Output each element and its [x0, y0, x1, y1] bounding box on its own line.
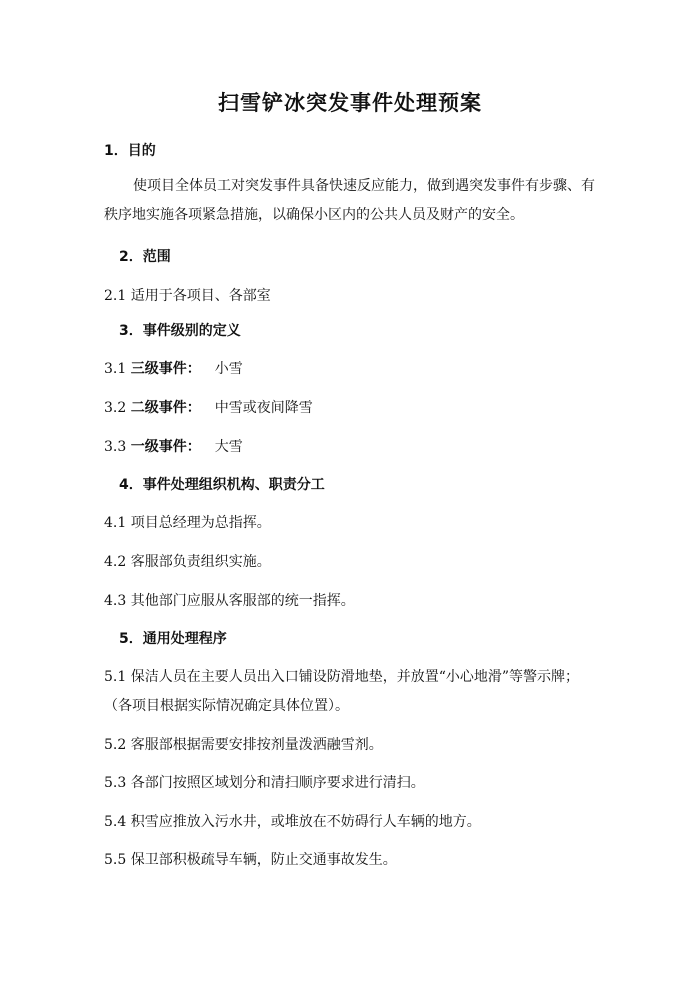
list-item-proc-5-1-line-1: 5.1 保洁人员在主要人员出入口铺设防滑地垫，并放置“小心地滑”等警示牌；	[104, 669, 580, 685]
list-item-proc-5-4: 5.4 积雪应推放入污水井，或堆放在不妨碍行人车辆的地方。	[104, 814, 481, 830]
item-number: 3.1	[104, 361, 127, 377]
list-item-proc-5-1-line-2: （各项目根据实际情况确定具体位置）。	[104, 698, 349, 714]
item-number: 3.2	[104, 400, 127, 416]
level-label: 一级事件：	[130, 439, 201, 455]
section-heading-event-levels: 3．事件级别的定义	[119, 323, 241, 339]
level-value: 大雪	[214, 439, 243, 455]
level-value: 中雪或夜间降雪	[214, 400, 313, 416]
list-item-proc-5-5: 5.5 保卫部积极疏导车辆，防止交通事故发生。	[104, 852, 397, 868]
section-heading-purpose: 1．目的	[104, 143, 156, 159]
list-item-level-3-2	[104, 397, 313, 419]
section-heading-procedure: 5．通用处理程序	[119, 631, 227, 647]
document-title: 扫雪铲冰突发事件处理预案	[218, 91, 482, 115]
level-label: 三级事件：	[130, 361, 201, 377]
list-item-org-4-2: 4.2 客服部负责组织实施。	[104, 554, 271, 570]
list-item-org-4-1: 4.1 项目总经理为总指挥。	[104, 515, 271, 531]
level-value: 小雪	[214, 361, 243, 377]
list-item-org-4-3: 4.3 其他部门应服从客服部的统一指挥。	[104, 593, 355, 609]
section-heading-organization: 4．事件处理组织机构、职责分工	[119, 477, 325, 493]
level-label: 二级事件：	[130, 400, 201, 416]
item-number: 3.3	[104, 439, 127, 455]
list-item-scope-2-1: 2.1 适用于各项目、各部室	[104, 288, 271, 304]
paragraph-purpose-line-2: 秩序地实施各项紧急措施，以确保小区内的公共人员及财产的安全。	[104, 207, 524, 223]
paragraph-purpose-line-1: 使项目全体员工对突发事件具备快速反应能力，做到遇突发事件有步骤、有	[133, 178, 595, 194]
list-item-level-3-3	[104, 436, 243, 458]
list-item-proc-5-2: 5.2 客服部根据需要安排按剂量泼洒融雪剂。	[104, 737, 383, 753]
list-item-level-3-1	[104, 358, 243, 380]
list-item-proc-5-3: 5.3 各部门按照区域划分和清扫顺序要求进行清扫。	[104, 775, 425, 791]
section-heading-scope: 2．范围	[119, 249, 171, 265]
